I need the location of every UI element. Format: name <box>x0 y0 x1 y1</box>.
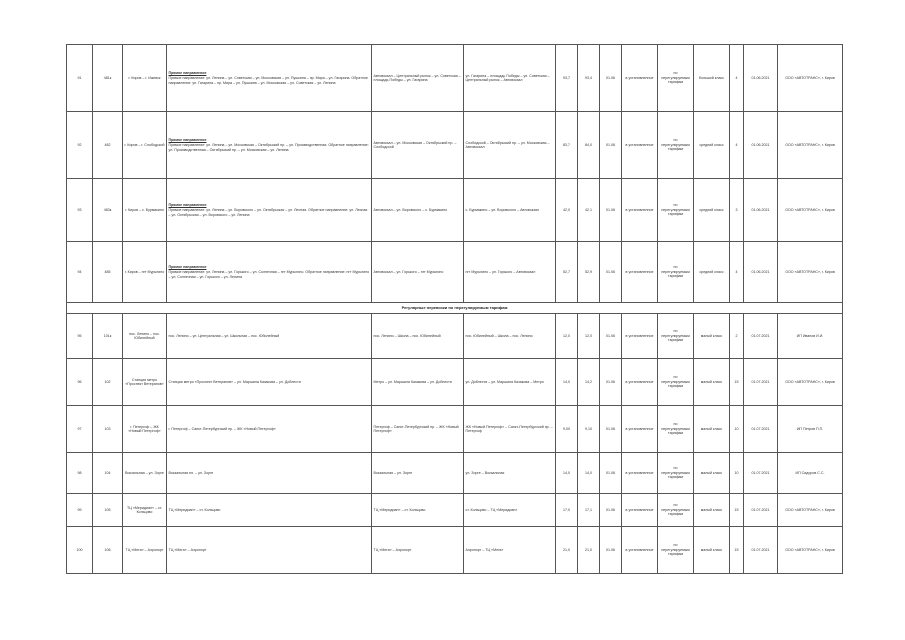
boarding-order: в установленное <box>622 242 658 303</box>
route-title: Прямое направление <box>168 202 207 207</box>
route-register-table <box>66 44 843 574</box>
route-name: г. Петергоф – ЖК «Новый Петергоф» <box>123 406 167 453</box>
vehicle-count: 15 <box>730 494 744 527</box>
vehicle-class: средний класс <box>694 242 730 303</box>
vehicle-count: 2 <box>730 314 744 359</box>
stops-backward: ул. Зорге – Вокзальная <box>464 453 556 494</box>
tariff-type: по нерегулируемым тарифам <box>658 45 694 112</box>
vehicle-class: средний класс <box>694 179 730 242</box>
row-number: 96 <box>67 359 93 406</box>
route-title: Прямое направление <box>168 70 207 75</box>
boarding-order: в установленное <box>622 112 658 179</box>
route-code: 103 <box>93 406 123 453</box>
row-number: 97 <box>67 406 93 453</box>
row-number: 100 <box>67 527 93 574</box>
tariff-type: по нерегулируемым тарифам <box>658 359 694 406</box>
route-path: Станция метро «Проспект Ветеранов» – ул. Маршала Казакова – ул. Доблести <box>168 379 301 384</box>
start-date: 01.07.2021 <box>744 494 778 527</box>
length-forward: 42,0 <box>556 179 578 242</box>
carrier: ИП Петров П.П. <box>778 406 843 453</box>
carrier: ООО «АВТОТРАНС», г. Киров <box>778 45 843 112</box>
start-date: 01.06.2021 <box>744 45 778 112</box>
length-forward: 83,7 <box>556 112 578 179</box>
tariff-type: по нерегулируемым тарифам <box>658 494 694 527</box>
start-date: 01.06.2021 <box>744 242 778 303</box>
tariff-type: по нерегулируемым тарифам <box>658 314 694 359</box>
table-row <box>67 527 843 574</box>
stops-forward: Автовокзал – ул. Горького – пгт Мурыгино <box>372 242 464 303</box>
route-path-cell <box>167 314 372 359</box>
start-date: 01.07.2021 <box>744 314 778 359</box>
route-path: Прямое направление: ул. Ленина – ул. Воровского – ул. Октябрьская – ул. Лесная. Обратное направление: ул. Лесная – ул. Октябрьская – ул. Воровского – ул. Ленина <box>168 208 368 217</box>
tariff-type: по нерегулируемым тарифам <box>658 453 694 494</box>
vehicle-class: малый класс <box>694 453 730 494</box>
length-forward: 12,0 <box>556 314 578 359</box>
route-title: Прямое направление <box>168 137 207 142</box>
route-name: г. Киров – с. Бурмакино <box>123 179 167 242</box>
route-path: ТЦ «Меридиан» – ст. Кольцово <box>168 507 221 512</box>
table-row <box>67 359 843 406</box>
stops-backward: Аэропорт – ТЦ «Мега» <box>464 527 556 574</box>
schedule-date: 01.06 <box>600 242 622 303</box>
route-name: г. Киров – пгт Мурыгино <box>123 242 167 303</box>
stops-backward: ЖК «Новый Петергоф» – Санкт-Петербургский пр. – Петергоф <box>464 406 556 453</box>
route-path-cell <box>167 112 372 179</box>
table-row <box>67 453 843 494</box>
carrier: ООО «АВТОТРАНС», г. Киров <box>778 179 843 242</box>
route-path-cell <box>167 45 372 112</box>
vehicle-count: 4 <box>730 242 744 303</box>
length-backward: 93,4 <box>578 45 600 112</box>
start-date: 01.07.2021 <box>744 453 778 494</box>
row-number: 94 <box>67 242 93 303</box>
vehicle-class: малый класс <box>694 527 730 574</box>
route-path-cell <box>167 494 372 527</box>
section-row <box>67 303 843 314</box>
stops-forward: Автовокзал – Центральный рынок – ул. Советская – площадь Победы – ул. Гагарина <box>372 45 464 112</box>
tariff-type: по нерегулируемым тарифам <box>658 179 694 242</box>
table-row <box>67 179 843 242</box>
boarding-order: в установленное <box>622 314 658 359</box>
route-path-cell <box>167 406 372 453</box>
route-code: 105 <box>93 494 123 527</box>
boarding-order: в установленное <box>622 359 658 406</box>
stops-forward: ТЦ «Мега» – Аэропорт <box>372 527 464 574</box>
stops-forward: Автовокзал – ул. Воровского – с. Бурмакино <box>372 179 464 242</box>
section-heading: Регулярные перевозки по нерегулируемым тарифам <box>67 303 843 314</box>
vehicle-count: 3 <box>730 179 744 242</box>
schedule-date: 01.06 <box>600 314 622 359</box>
vehicle-class: средний класс <box>694 112 730 179</box>
route-code: 104 <box>93 453 123 494</box>
length-forward: 52,7 <box>556 242 578 303</box>
schedule-date: 01.06 <box>600 179 622 242</box>
length-forward: 17,0 <box>556 494 578 527</box>
route-path: Прямое направление: ул. Ленина – ул. Советская – ул. Московская – ул. Пушкина – пр. Мира – ул. Гагарина. Обратное направление: ул. Гагарина – пр. Мира – ул. Пушкина – ул. Московская – ул. Советская – ул. Ленина <box>168 76 368 85</box>
carrier: ООО «АВТОТРАНС», г. Киров <box>778 359 843 406</box>
vehicle-class: малый класс <box>694 359 730 406</box>
stops-forward: пос. Ленино – Школа – пос. Юбилейный <box>372 314 464 359</box>
carrier: ООО «АВТОТРАНС», г. Киров <box>778 527 843 574</box>
start-date: 01.06.2021 <box>744 112 778 179</box>
vehicle-count: 4 <box>730 112 744 179</box>
row-number: 91 <box>67 45 93 112</box>
route-path-cell <box>167 359 372 406</box>
start-date: 01.07.2021 <box>744 527 778 574</box>
start-date: 01.06.2021 <box>744 179 778 242</box>
vehicle-class: малый класс <box>694 406 730 453</box>
row-number: 99 <box>67 494 93 527</box>
boarding-order: в установленное <box>622 45 658 112</box>
length-backward: 14,2 <box>578 359 600 406</box>
table-row <box>67 406 843 453</box>
tariff-type: по нерегулируемым тарифам <box>658 406 694 453</box>
stops-backward: пгт Мурыгино – ул. Горького – Автовокзал <box>464 242 556 303</box>
route-name: Станция метро «Проспект Ветеранов» <box>123 359 167 406</box>
route-code: 485 <box>93 242 123 303</box>
stops-forward: Метро – ул. Маршала Казакова – ул. Доблести <box>372 359 464 406</box>
row-number: 98 <box>67 453 93 494</box>
tariff-type: по нерегулируемым тарифам <box>658 242 694 303</box>
vehicle-count: 10 <box>730 406 744 453</box>
route-path: Прямое направление: ул. Ленина – ул. Московская – Октябрьский пр. – ул. Производственная. Обратное направление: ул. Производственная – Октябрьский пр. – ул. Московская – ул. Ленина <box>168 143 369 152</box>
route-title: Прямое направление <box>168 264 207 269</box>
vehicle-count: 15 <box>730 359 744 406</box>
tariff-type: по нерегулируемым тарифам <box>658 112 694 179</box>
route-path-cell <box>167 527 372 574</box>
stops-backward: ст. Кольцово – ТЦ «Меридиан» <box>464 494 556 527</box>
table-row <box>67 45 843 112</box>
carrier: ИП Иванов И.И. <box>778 314 843 359</box>
stops-forward: Петергоф – Санкт-Петербургский пр. – ЖК «Новый Петергоф» <box>372 406 464 453</box>
length-backward: 9,10 <box>578 406 600 453</box>
length-backward: 42,1 <box>578 179 600 242</box>
stops-forward: Автовокзал – ул. Московская – Октябрьский пр. – Слободской <box>372 112 464 179</box>
length-forward: 14,0 <box>556 359 578 406</box>
boarding-order: в установленное <box>622 453 658 494</box>
route-name: ТЦ «Меридиан» – ст. Кольцово <box>123 494 167 527</box>
schedule-date: 01.06 <box>600 112 622 179</box>
boarding-order: в установленное <box>622 179 658 242</box>
stops-backward: ул. Доблести – ул. Маршала Казакова – Метро <box>464 359 556 406</box>
stops-backward: пос. Юбилейный – Школа – пос. Ленино <box>464 314 556 359</box>
route-code: 106 <box>93 527 123 574</box>
route-path-cell <box>167 453 372 494</box>
length-backward: 17,1 <box>578 494 600 527</box>
route-code: 102 <box>93 359 123 406</box>
route-code: 483к <box>93 179 123 242</box>
vehicle-count: 15 <box>730 527 744 574</box>
length-forward: 93,7 <box>556 45 578 112</box>
boarding-order: в установленное <box>622 527 658 574</box>
length-forward: 14,0 <box>556 453 578 494</box>
tariff-type: по нерегулируемым тарифам <box>658 527 694 574</box>
route-path: ТЦ «Мега» – Аэропорт <box>168 547 207 552</box>
start-date: 01.07.2021 <box>744 359 778 406</box>
route-name: пос. Ленино – пос. Юбилейный <box>123 314 167 359</box>
boarding-order: в установленное <box>622 494 658 527</box>
schedule-date: 01.06 <box>600 359 622 406</box>
length-backward: 21,0 <box>578 527 600 574</box>
schedule-date: 01.06 <box>600 45 622 112</box>
route-name: г. Киров – г. Слободской <box>123 112 167 179</box>
carrier: ИП Сидоров С.С. <box>778 453 843 494</box>
route-path-cell <box>167 179 372 242</box>
stops-backward: с. Бурмакино – ул. Воровского – Автовокзал <box>464 179 556 242</box>
row-number: 93 <box>67 179 93 242</box>
table-row <box>67 314 843 359</box>
vehicle-class: малый класс <box>694 494 730 527</box>
stops-forward: ТЦ «Меридиан» – ст. Кольцово <box>372 494 464 527</box>
route-register-page <box>66 44 842 574</box>
table-row <box>67 242 843 303</box>
carrier: ООО «АВТОТРАНС», г. Киров <box>778 112 843 179</box>
schedule-date: 01.06 <box>600 406 622 453</box>
route-path: Вокзальная пл. – ул. Зорге <box>168 470 214 475</box>
stops-backward: ул. Гагарина – площадь Победы – ул. Советская – Центральный рынок – Автовокзал <box>464 45 556 112</box>
length-backward: 14,0 <box>578 453 600 494</box>
carrier: ООО «АВТОТРАНС», г. Киров <box>778 494 843 527</box>
length-backward: 84,0 <box>578 112 600 179</box>
stops-forward: Вокзальная – ул. Зорге <box>372 453 464 494</box>
route-name: г. Киров – г. Ижевск <box>123 45 167 112</box>
route-code: 481к <box>93 45 123 112</box>
length-forward: 21,0 <box>556 527 578 574</box>
row-number: 92 <box>67 112 93 179</box>
carrier: ООО «АВТОТРАНС», г. Киров <box>778 242 843 303</box>
row-number: 95 <box>67 314 93 359</box>
schedule-date: 01.06 <box>600 453 622 494</box>
boarding-order: в установленное <box>622 406 658 453</box>
route-name: Вокзальная – ул. Зорге <box>123 453 167 494</box>
length-forward: 9,00 <box>556 406 578 453</box>
route-name: ТЦ «Мега» – Аэропорт <box>123 527 167 574</box>
route-code: 482 <box>93 112 123 179</box>
table-row <box>67 494 843 527</box>
vehicle-class: большой класс <box>694 45 730 112</box>
vehicle-count: 4 <box>730 45 744 112</box>
length-backward: 12,0 <box>578 314 600 359</box>
schedule-date: 01.06 <box>600 494 622 527</box>
schedule-date: 01.06 <box>600 527 622 574</box>
route-path: пос. Ленино – ул. Центральная – ул. Школьная – пос. Юбилейный <box>168 333 280 338</box>
length-backward: 52,9 <box>578 242 600 303</box>
start-date: 01.07.2021 <box>744 406 778 453</box>
table-row <box>67 112 843 179</box>
route-path-cell <box>167 242 372 303</box>
stops-backward: Слободской – Октябрьский пр. – ул. Московская – Автовокзал <box>464 112 556 179</box>
route-path: г. Петергоф – Санкт-Петербургский пр. – ЖК «Новый Петергоф» <box>168 426 276 431</box>
vehicle-count: 10 <box>730 453 744 494</box>
vehicle-class: малый класс <box>694 314 730 359</box>
route-path: Прямое направление: ул. Ленина – ул. Горького – ул. Солнечная – пгт Мурыгино. Обратное направление: пгт Мурыгино – ул. Солнечная – ул. Горького – ул. Ленина <box>168 270 370 279</box>
route-code: 101к <box>93 314 123 359</box>
